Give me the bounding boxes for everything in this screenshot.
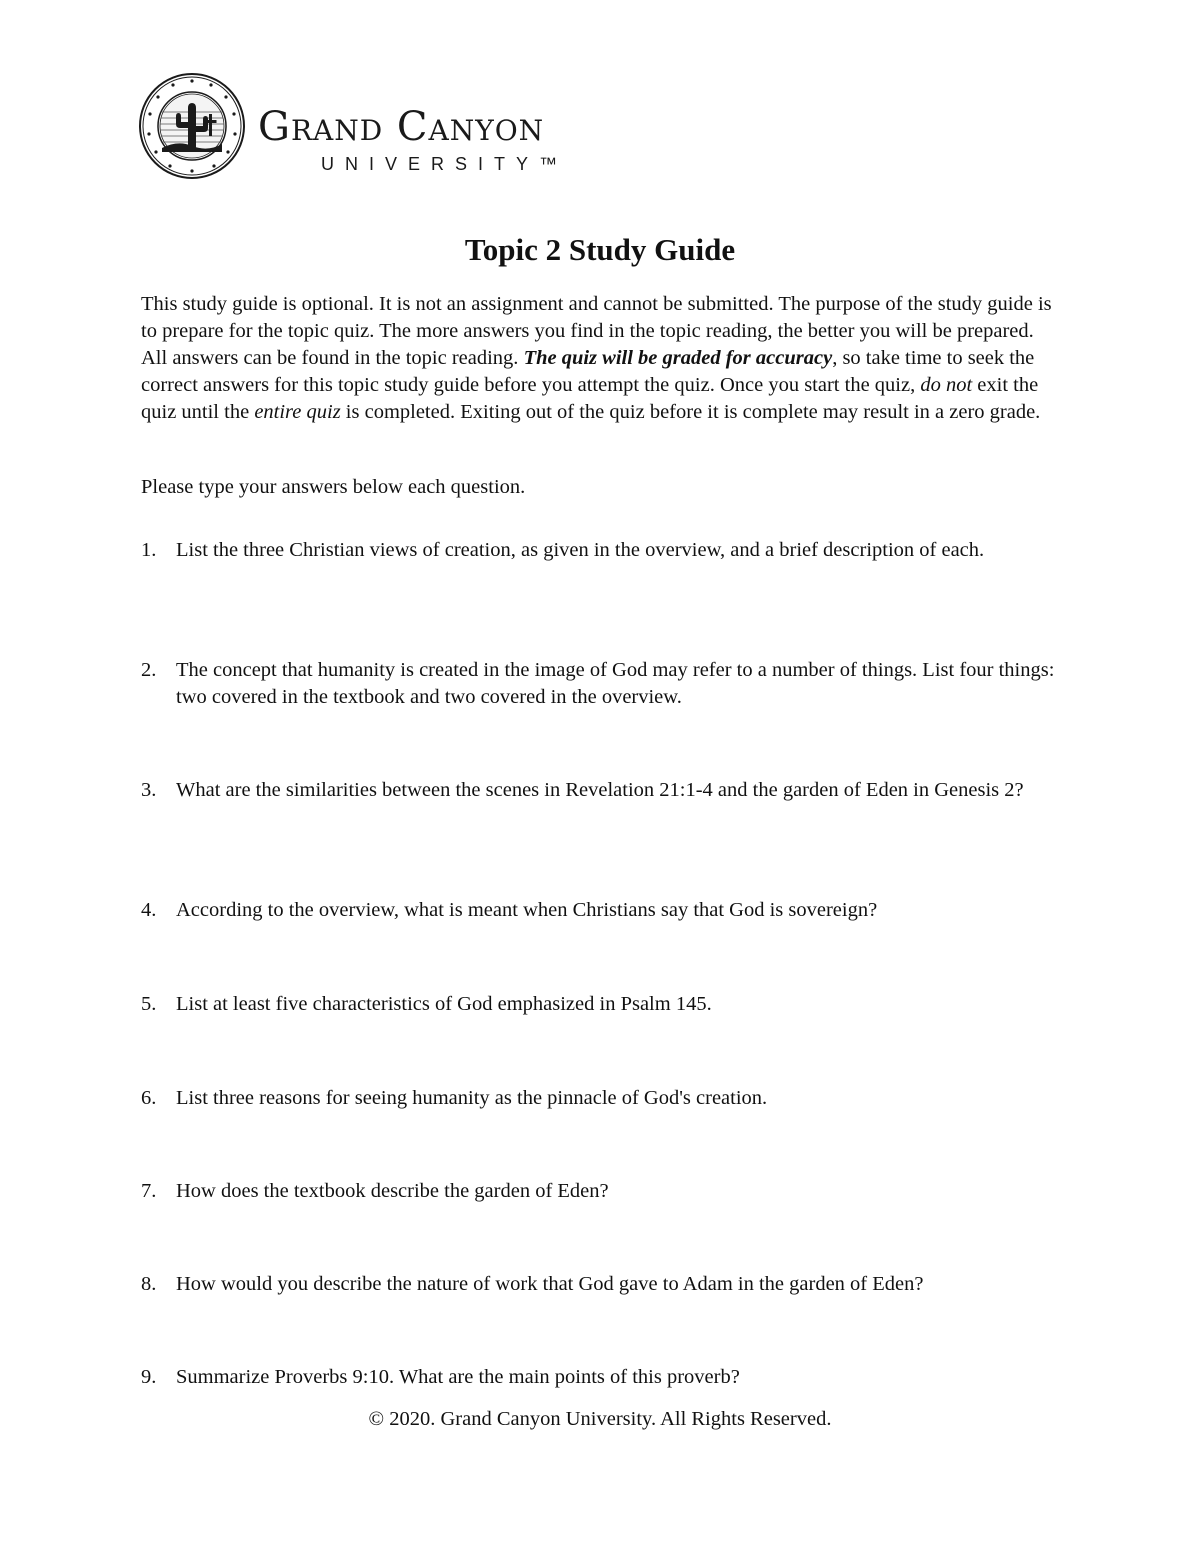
copyright-footer: © 2020. Grand Canyon University. All Rights Reserved. xyxy=(368,1408,832,1430)
question-text: According to the overview, what is meant when Christians say that God is sovereign? xyxy=(176,899,878,921)
university-seal-icon xyxy=(138,72,246,180)
question-number: 8. xyxy=(141,1273,157,1295)
question-1 xyxy=(141,537,1061,564)
instruction-text: Please type your answers below each question. xyxy=(141,476,526,498)
question-text: What are the similarities between the scenes in Revelation 21:1-4 and the garden of Eden in Genesis 2? xyxy=(176,779,1024,801)
question-number: 2. xyxy=(141,659,157,681)
question-4 xyxy=(141,897,1061,924)
question-9 xyxy=(141,1364,1061,1391)
question-text: How does the textbook describe the garden of Eden? xyxy=(176,1180,609,1202)
question-text: List the three Christian views of creation, as given in the overview, and a brief description of each. xyxy=(176,539,985,561)
question-number: 7. xyxy=(141,1180,157,1202)
question-text: Summarize Proverbs 9:10. What are the main points of this proverb? xyxy=(176,1366,740,1388)
question-2 xyxy=(141,657,1061,711)
logo-wordmark-name: Grand Canyon xyxy=(258,104,545,150)
question-8 xyxy=(141,1271,1061,1298)
question-text: List at least five characteristics of God emphasized in Psalm 145. xyxy=(176,993,712,1015)
intro-text-1: This study guide is optional. It is not an assignment and cannot be submitted. The purpose of the study guide is to prepare for the topic quiz. The more answers you find in the topic reading, the better you will be prepared. All answers can be found in the topic reading. xyxy=(141,293,1052,369)
question-7 xyxy=(141,1178,1061,1205)
question-number: 5. xyxy=(141,993,157,1015)
intro-text-4: is completed. Exiting out of the quiz before it is complete may result in a zero grade. xyxy=(340,401,1041,423)
question-number: 4. xyxy=(141,899,157,921)
page-title: Topic 2 Study Guide xyxy=(464,232,736,267)
question-text: How would you describe the nature of work that God gave to Adam in the garden of Eden? xyxy=(176,1273,924,1295)
question-5 xyxy=(141,991,1061,1018)
intro-paragraph xyxy=(141,291,1061,426)
intro-emphasis-entire-quiz: entire quiz xyxy=(254,401,341,423)
question-number: 6. xyxy=(141,1087,157,1109)
question-number: 3. xyxy=(141,779,157,801)
question-6 xyxy=(141,1085,1061,1112)
question-text: List three reasons for seeing humanity as the pinnacle of God's creation. xyxy=(176,1087,768,1109)
question-3 xyxy=(141,777,1061,804)
intro-emphasis-accuracy: The quiz will be graded for accuracy xyxy=(523,347,833,369)
university-logo xyxy=(138,72,618,182)
intro-text-3: exit the quiz until the xyxy=(141,374,1039,423)
intro-emphasis-do-not: do not xyxy=(920,374,973,396)
question-number: 1. xyxy=(141,539,157,561)
question-number: 9. xyxy=(141,1366,157,1388)
intro-text-2: , so take time to seek the correct answers for this topic study guide before you attempt the quiz. Once you start the quiz, xyxy=(141,347,1035,396)
question-text: The concept that humanity is created in the image of God may refer to a number of things. List four things: two covered in the textbook and two covered in the overview. xyxy=(176,659,1055,708)
logo-wordmark-university: UNIVERSITY™ xyxy=(321,154,569,174)
